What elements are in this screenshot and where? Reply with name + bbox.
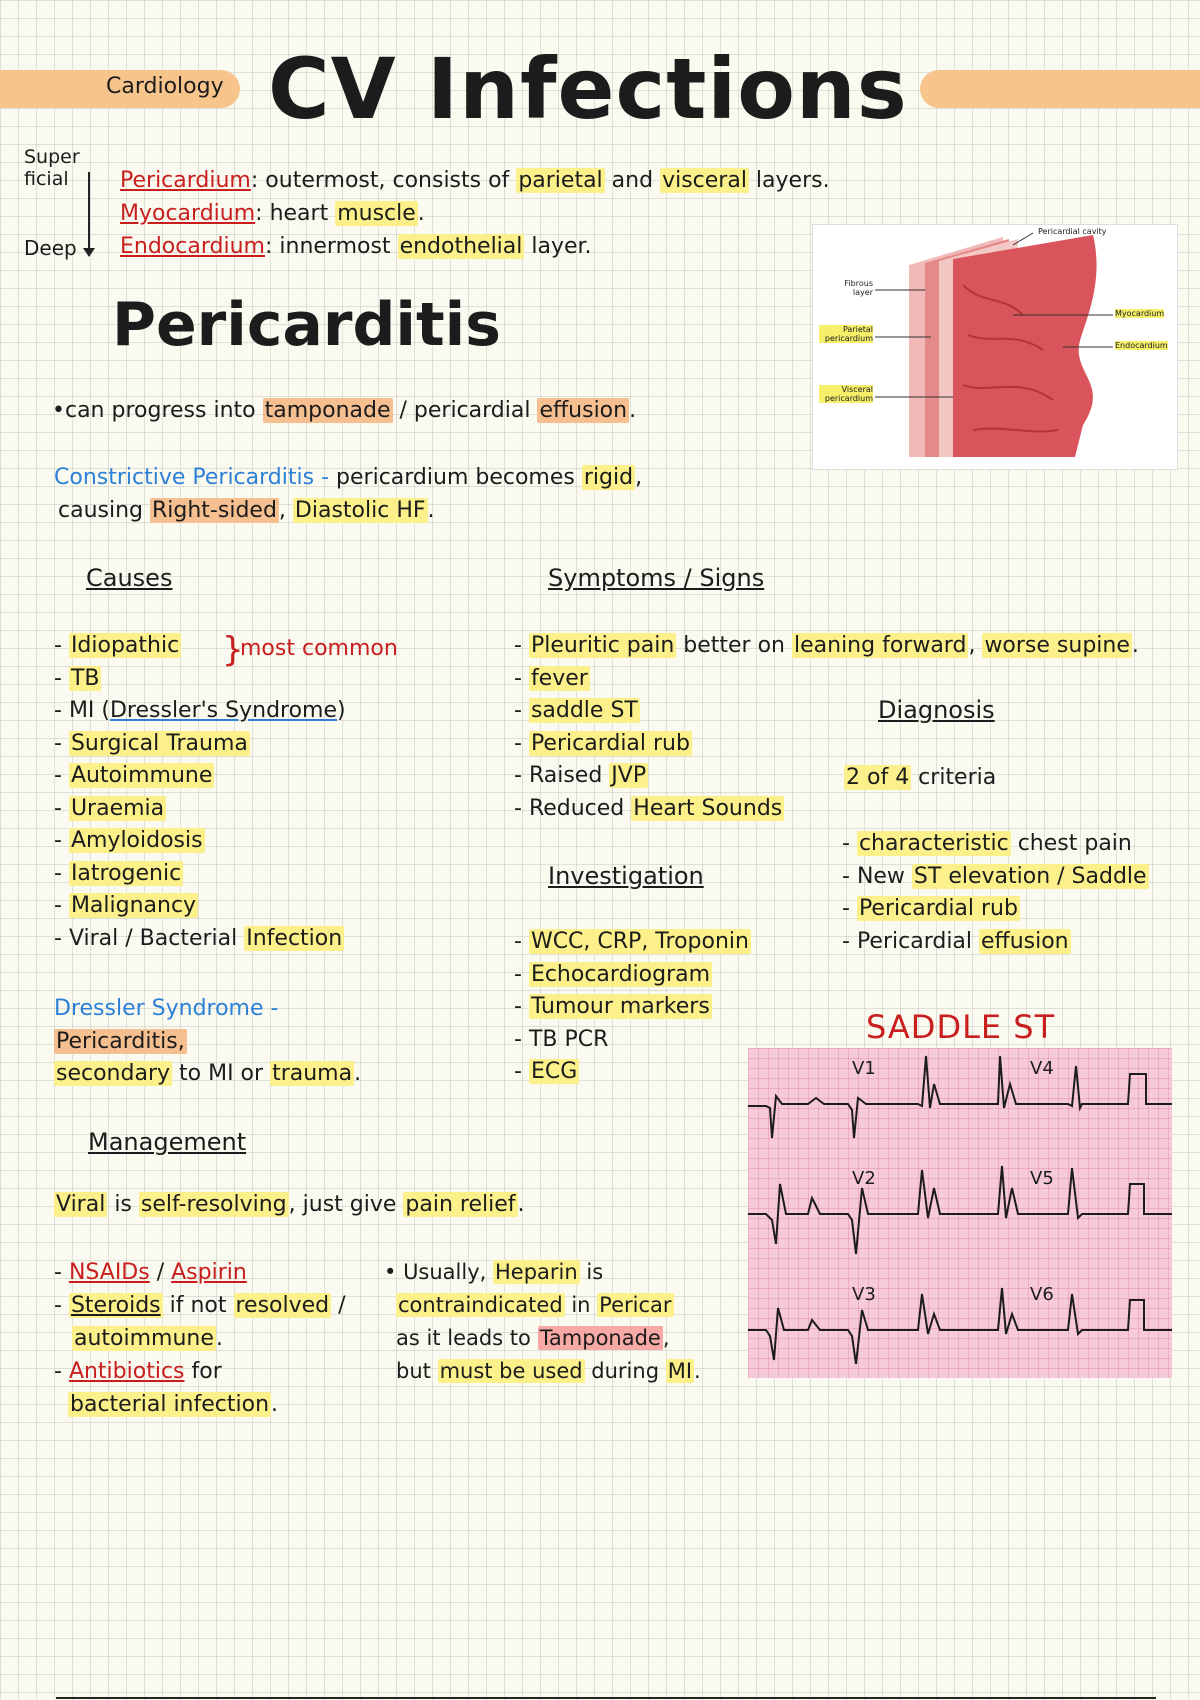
cause-item: - Autoimmune (54, 760, 346, 793)
depth-arrowhead (83, 248, 95, 257)
page-title: CV Infections (268, 40, 908, 138)
ecg-trace-row1 (748, 1056, 1172, 1138)
cause-idiopathic: - Idiopathic (54, 630, 346, 663)
diagnosis-item: - Pericardial rub (842, 893, 1149, 926)
diagnosis-item: - Pericardial effusion (842, 926, 1149, 959)
cause-item: - Amyloidosis (54, 825, 346, 858)
header-bar-right (920, 70, 1200, 108)
bottom-rule (56, 1697, 1156, 1699)
management-list (54, 1256, 346, 1421)
investigation-item: - TB PCR (514, 1024, 751, 1057)
symptom-fever: - fever (514, 663, 1139, 696)
label-endocardium: Endocardium (1115, 341, 1168, 350)
lead-label: V1 (852, 1058, 876, 1079)
ecg-strip (748, 1048, 1172, 1378)
heart-wall-figure (812, 224, 1178, 470)
cavity-pointer (1013, 233, 1033, 245)
lead-label: V3 (852, 1284, 876, 1305)
label-fibrous: Fibrous layer (844, 279, 873, 297)
endocardium-term: Endocardium (120, 234, 265, 259)
cause-item: - Uraemia (54, 793, 346, 826)
investigation-item: - WCC, CRP, Troponin (514, 926, 751, 959)
symptom-jvp: - Raised JVP (514, 760, 1139, 793)
ecg-trace-row2 (748, 1166, 1172, 1254)
cause-mi: - MI (Dressler's Syndrome) (54, 695, 346, 728)
symptom-heart: - Reduced Heart Sounds (514, 793, 1139, 826)
lead-label: V5 (1030, 1168, 1054, 1189)
brace: } (222, 630, 244, 670)
superficial-label: Super ficial (24, 146, 80, 190)
ecg-title: SADDLE ST (866, 1008, 1056, 1046)
investigation-item: - Tumour markers (514, 991, 751, 1024)
investigation-list (514, 926, 751, 1089)
mgmt-bacterial: bacterial infection. (70, 1392, 279, 1417)
heparin-line1: • Usually, Heparin is (384, 1260, 604, 1284)
constrictive-term: Constrictive Pericarditis (54, 465, 315, 490)
label-parietal: Parietal pericardium (819, 325, 873, 343)
cause-item: - Surgical Trauma (54, 728, 346, 761)
header-tag: Cardiology (106, 74, 224, 99)
symptom-pleuritic: - Pleuritic pain better on leaning forward, worse supine. (514, 630, 1139, 663)
management-viral: Viral is self-resolving, just give pain relief. (56, 1192, 525, 1217)
diagnosis-item: - New ST elevation / Saddle (842, 861, 1149, 894)
diagnosis-item: - characteristic chest pain (842, 828, 1149, 861)
symptom-saddle: - saddle ST (514, 695, 1139, 728)
dressler-line1: Pericarditis, (56, 1029, 185, 1054)
depth-arrow (88, 172, 90, 254)
mgmt-autoimmune: autoimmune. (74, 1326, 223, 1351)
ecg-traces (748, 1048, 1172, 1378)
ecg-trace-row3 (748, 1288, 1172, 1364)
symptoms-list (514, 630, 1139, 825)
label-myocardium: Myocardium (1115, 309, 1165, 318)
mgmt-nsaids: - NSAIDs / Aspirin (54, 1260, 247, 1285)
progression-note: •can progress into tamponade / pericardial effusion. (52, 398, 637, 423)
diagnosis-criteria: 2 of 4 criteria (846, 765, 997, 790)
heparin-line2: contraindicated in Pericar (398, 1293, 672, 1317)
layer-myocardium: Myocardium: heart muscle. (120, 201, 425, 226)
layer-pericardium: Pericardium: outermost, consists of parietal and visceral layers. (120, 168, 830, 193)
symptoms-heading: Symptoms / Signs (548, 564, 765, 592)
most-common-note: most common (240, 636, 398, 661)
constrictive-line1: Constrictive Pericarditis - pericardium becomes rigid, (54, 465, 643, 490)
heparin-line4: but must be used during MI. (396, 1359, 701, 1383)
cause-item: - Malignancy (54, 890, 346, 923)
mgmt-antibiotics: - Antibiotics for (54, 1359, 222, 1384)
cause-item: - Iatrogenic (54, 858, 346, 891)
layer-endocardium: Endocardium: innermost endothelial layer. (120, 234, 592, 259)
label-cavity: Pericardial cavity (1038, 227, 1107, 236)
myocardium-shape (953, 235, 1097, 457)
cause-tb: - TB (54, 663, 346, 696)
causes-list (54, 630, 346, 955)
diagnosis-list (842, 828, 1149, 958)
diagnosis-heading: Diagnosis (878, 696, 995, 724)
cause-viral: - Viral / Bacterial Infection (54, 923, 346, 956)
management-heading: Management (88, 1128, 247, 1156)
label-visceral: Visceral pericardium (819, 385, 873, 403)
pericarditis-title: Pericarditis (112, 290, 501, 360)
heparin-note (384, 1256, 701, 1388)
symptom-rub: - Pericardial rub (514, 728, 1139, 761)
heparin-line3: as it leads to Tamponade, (396, 1326, 670, 1350)
investigation-item: - ECG (514, 1056, 751, 1089)
causes-heading: Causes (86, 564, 173, 592)
mgmt-steroids: - Steroids if not resolved / (54, 1293, 346, 1318)
pericardium-term: Pericardium (120, 168, 251, 193)
deep-label: Deep (24, 236, 77, 260)
investigation-item: - Echocardiogram (514, 959, 751, 992)
dressler-line2: secondary to MI or trauma. (56, 1061, 362, 1086)
dressler-label: Dressler Syndrome - (54, 996, 279, 1021)
lead-label: V4 (1030, 1058, 1054, 1079)
investigation-heading: Investigation (548, 862, 704, 890)
constrictive-line2: causing Right-sided, Diastolic HF. (58, 498, 435, 523)
myocardium-term: Myocardium (120, 201, 256, 226)
lead-label: V6 (1030, 1284, 1054, 1305)
lead-label: V2 (852, 1168, 876, 1189)
